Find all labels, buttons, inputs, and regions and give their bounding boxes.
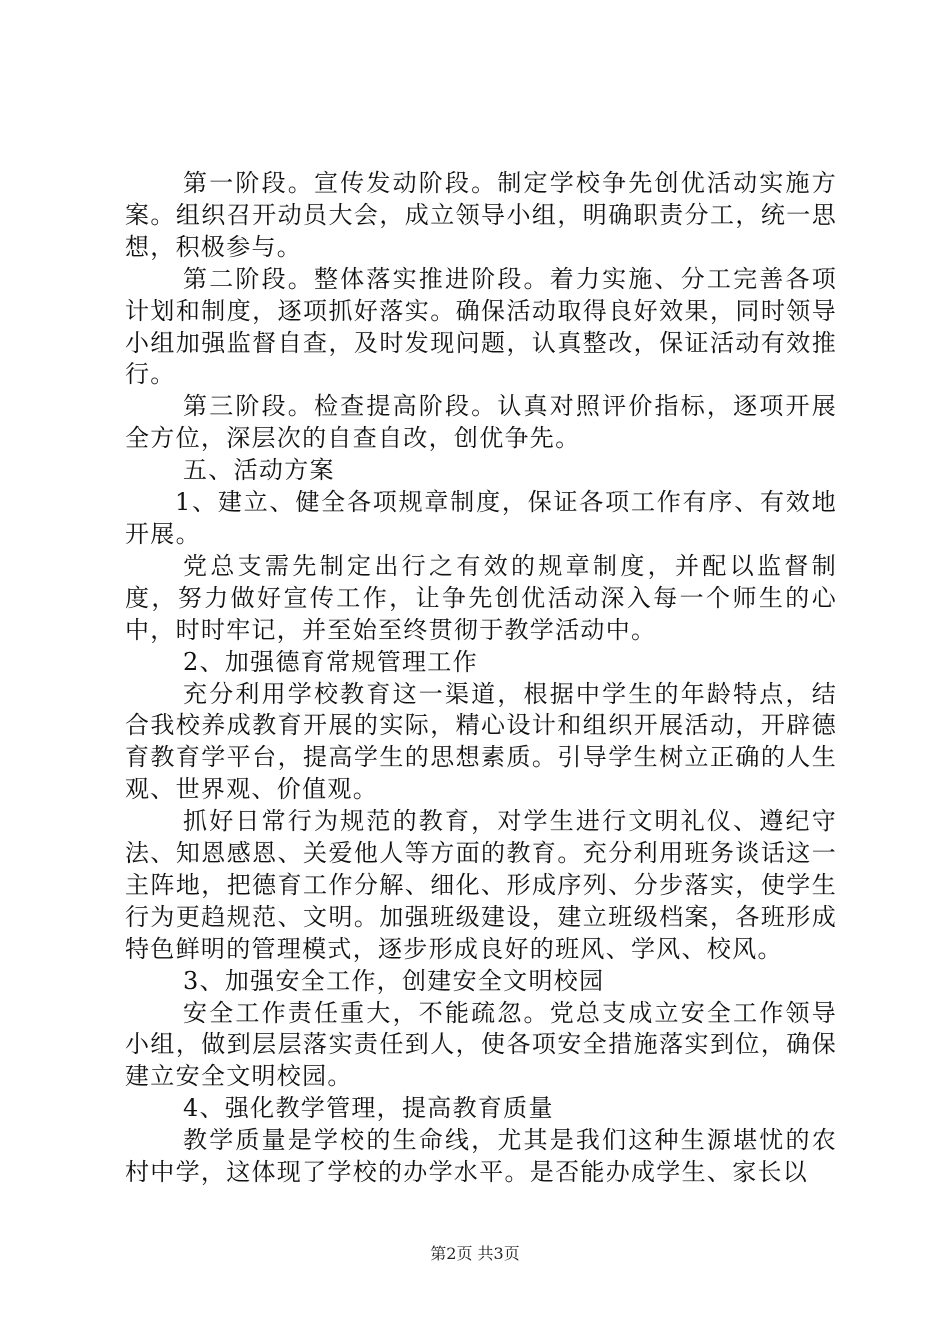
paragraph-item-2a: 充分利用学校教育这一渠道，根据中学生的年龄特点，结合我校养成教育开展的实际，精心设计和组织开展活动，开辟德育教育学平台，提高学生的思想素质。引导学生树立正确的人生观、世界观、价值观。 xyxy=(125,679,837,804)
paragraph-item-4: 教学质量是学校的生命线，尤其是我们这种生源堪忧的农村中学，这体现了学校的办学水平。是否能办成学生、家长以 xyxy=(125,1126,837,1187)
item-heading-4: 4、强化教学管理，提高教育质量 xyxy=(183,1094,554,1123)
item-heading-1: 1、建立、健全各项规章制度，保证各项工作有序、有效地开展。 xyxy=(125,488,837,548)
paragraph-stage-three: 第三阶段。检查提高阶段。认真对照评价指标，逐项开展全方位，深层次的自查自改，创优争先。 xyxy=(125,392,837,453)
page-number-footer: 第2页 共3页 xyxy=(430,1244,520,1263)
paragraph-item-3: 安全工作责任重大，不能疏忽。党总支成立安全工作领导小组，做到层层落实责任到人，使各项安全措施落实到位，确保建立安全文明校园。 xyxy=(125,998,837,1091)
item-heading-3: 3、加强安全工作，创建安全文明校园 xyxy=(183,966,605,995)
paragraph-stage-two: 第二阶段。整体落实推进阶段。着力实施、分工完善各项计划和制度，逐项抓好落实。确保活动取得良好效果，同时领导小组加强监督自查，及时发现问题，认真整改，保证活动有效推行。 xyxy=(125,264,837,389)
section-heading-activity-plan: 五、活动方案 xyxy=(183,456,335,485)
paragraph-stage-one: 第一阶段。宣传发动阶段。制定学校争先创优活动实施方案。组织召开动员大会，成立领导小组，明确职责分工，统一思想，积极参与。 xyxy=(125,169,837,261)
paragraph-item-1: 党总支需先制定出行之有效的规章制度，并配以监督制度，努力做好宣传工作，让争先创优活动深入每一个师生的心中，时时牢记，并至始至终贯彻于教学活动中。 xyxy=(125,551,837,644)
item-heading-2: 2、加强德育常规管理工作 xyxy=(183,647,478,676)
document-body xyxy=(125,168,837,1189)
paragraph-item-2b: 抓好日常行为规范的教育，对学生进行文明礼仪、遵纪守法、知恩感恩、关爱他人等方面的教育。充分利用班务谈话这一主阵地，把德育工作分解、细化、形成序列、分步落实，使学生行为更趋规范、文明。加强班级建设，建立班级档案，各班形成特色鲜明的管理模式，逐步形成良好的班风、学风、校风。 xyxy=(125,807,837,963)
